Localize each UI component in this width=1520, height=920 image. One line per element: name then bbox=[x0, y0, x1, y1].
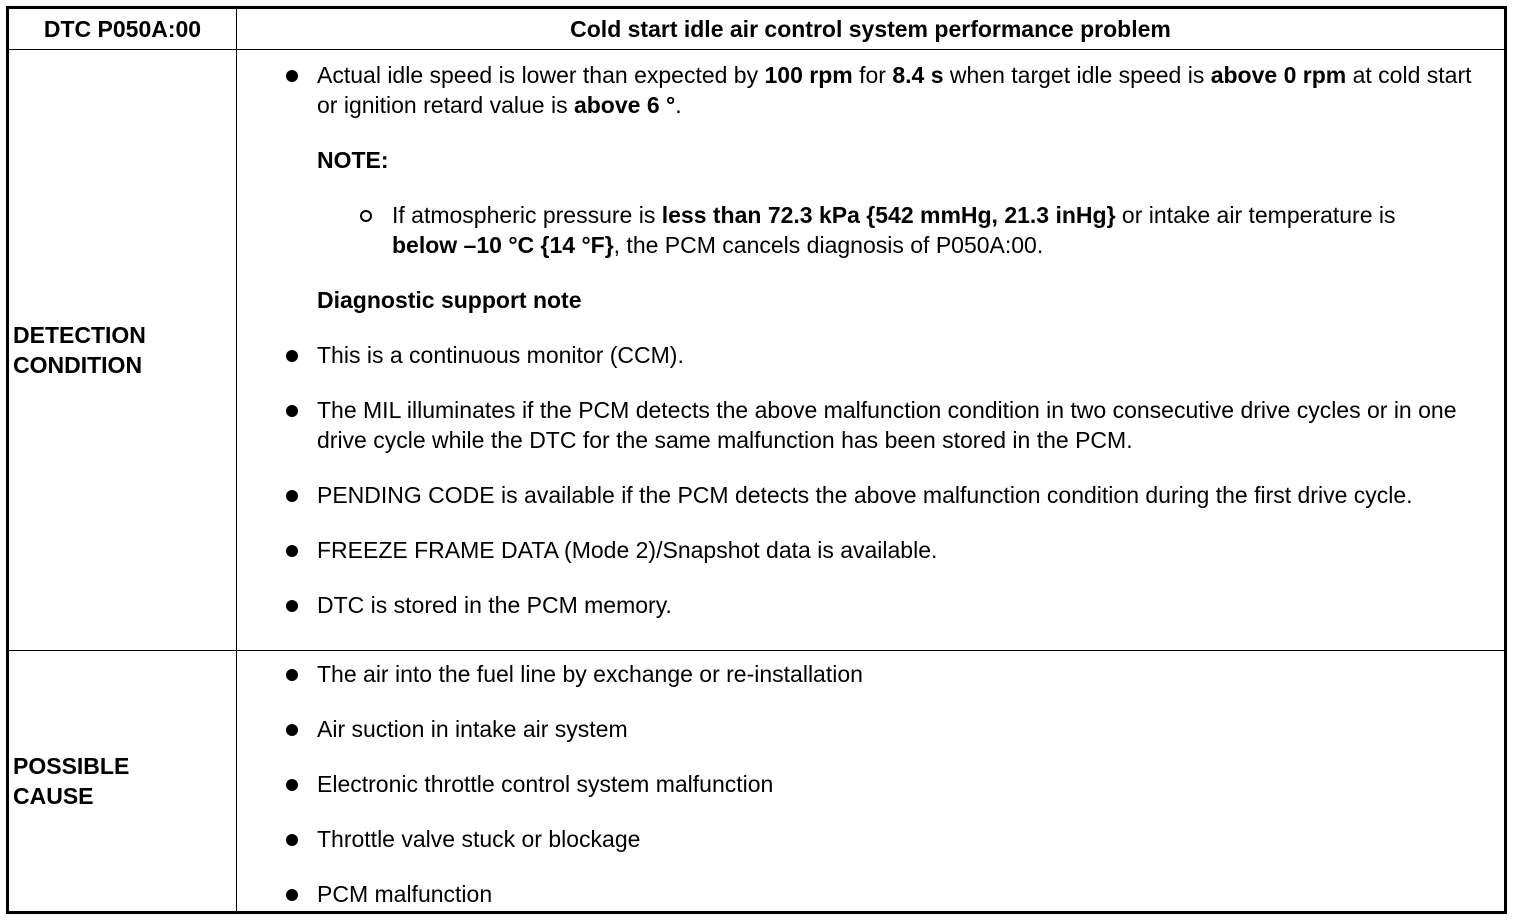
detection-label-line2: CONDITION bbox=[13, 352, 143, 378]
bullet-icon bbox=[286, 490, 298, 502]
dtc-code: DTC P050A:00 bbox=[8, 8, 237, 50]
bullet-icon bbox=[286, 70, 298, 82]
bullet-icon bbox=[286, 600, 298, 612]
possible-cause-label-line2: CAUSE bbox=[13, 783, 94, 809]
cause-item bbox=[237, 824, 1504, 854]
support-item bbox=[237, 480, 1504, 510]
support-item-text: DTC is stored in the PCM memory. bbox=[317, 592, 672, 618]
support-item-text: The MIL illuminates if the PCM detects the above malfunction condition in two consecutive drive cycles or in one drive cycle while the DTC for the same malfunction has been stored in the PCM. bbox=[317, 397, 1457, 453]
detection-label bbox=[8, 50, 237, 651]
support-heading: Diagnostic support note bbox=[317, 287, 582, 313]
bullet-icon bbox=[286, 779, 298, 791]
cause-item-text: The air into the fuel line by exchange or re-installation bbox=[317, 661, 863, 687]
possible-cause-label-line1: POSSIBLE bbox=[13, 753, 130, 779]
bullet-icon bbox=[286, 889, 298, 901]
cause-item bbox=[237, 879, 1504, 909]
circle-bullet-icon bbox=[360, 210, 372, 222]
cause-item-text: Air suction in intake air system bbox=[317, 716, 628, 742]
bullet-icon bbox=[286, 724, 298, 736]
cause-item-text: Throttle valve stuck or blockage bbox=[317, 826, 641, 852]
text-span: Actual idle speed is lower than expected by bbox=[317, 62, 765, 88]
cause-item bbox=[237, 659, 1504, 689]
text-span: If atmospheric pressure is bbox=[392, 202, 662, 228]
detection-row bbox=[8, 50, 1506, 651]
cause-item-text: Electronic throttle control system malfunction bbox=[317, 771, 774, 797]
bullet-icon bbox=[286, 834, 298, 846]
text-span: or intake air temperature is bbox=[1115, 202, 1396, 228]
support-item-text: This is a continuous monitor (CCM). bbox=[317, 342, 684, 368]
cause-item-text: PCM malfunction bbox=[317, 881, 493, 907]
possible-cause-content-cell bbox=[237, 651, 1506, 913]
dtc-title: Cold start idle air control system performance problem bbox=[237, 8, 1506, 50]
bullet-icon bbox=[286, 405, 298, 417]
note-item bbox=[237, 200, 1504, 260]
support-item-text: FREEZE FRAME DATA (Mode 2)/Snapshot data is available. bbox=[317, 537, 938, 563]
text-span: , the PCM cancels diagnosis of P050A:00. bbox=[613, 232, 1044, 258]
detection-content bbox=[237, 50, 1504, 620]
detection-content-cell bbox=[237, 50, 1506, 651]
text-span: . bbox=[675, 92, 682, 118]
value-100-rpm: 100 rpm bbox=[764, 62, 853, 88]
support-item bbox=[237, 590, 1504, 620]
support-item bbox=[237, 340, 1504, 370]
text-span: for bbox=[852, 62, 893, 88]
support-item bbox=[237, 395, 1504, 455]
possible-cause-label bbox=[8, 651, 237, 913]
possible-cause-list bbox=[237, 651, 1504, 909]
cause-item bbox=[237, 769, 1504, 799]
header-row bbox=[8, 8, 1506, 50]
support-item-text: PENDING CODE is available if the PCM detects the above malfunction condition during the first drive cycle. bbox=[317, 482, 1413, 508]
text-span: at cold start or ignition retard value is bbox=[317, 62, 1472, 118]
cause-item bbox=[237, 714, 1504, 744]
value-temperature: below –10 °C {14 °F} bbox=[392, 232, 614, 258]
value-8-4-s: 8.4 s bbox=[892, 62, 944, 88]
bullet-icon bbox=[286, 669, 298, 681]
possible-cause-row bbox=[8, 651, 1506, 913]
value-above-6-deg: above 6 ° bbox=[573, 92, 676, 118]
bullet-icon bbox=[286, 350, 298, 362]
detection-label-line1: DETECTION bbox=[13, 322, 146, 348]
value-above-0-rpm: above 0 rpm bbox=[1210, 62, 1347, 88]
bullet-icon bbox=[286, 545, 298, 557]
note-heading: NOTE: bbox=[317, 147, 389, 173]
support-item bbox=[237, 535, 1504, 565]
text-span: when target idle speed is bbox=[943, 62, 1211, 88]
value-pressure: less than 72.3 kPa {542 mmHg, 21.3 inHg} bbox=[661, 202, 1116, 228]
dtc-table bbox=[6, 6, 1507, 914]
detection-main-item bbox=[237, 60, 1504, 120]
